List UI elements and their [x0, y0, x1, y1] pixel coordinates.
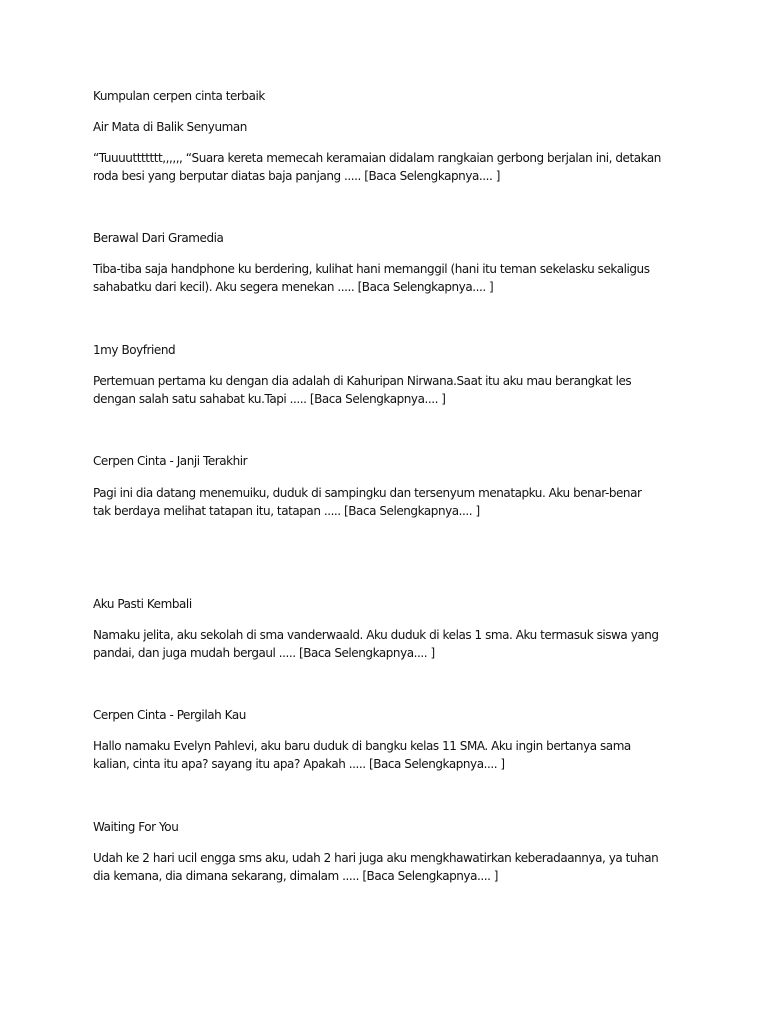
story-excerpt-6-line-1: Hallo namaku Evelyn Pahlevi, aku baru duduk di bangku kelas 11 SMA. Aku ingin bertanya sama [93, 739, 631, 753]
story-excerpt-7-line-1: Udah ke 2 hari ucil engga sms aku, udah 2 hari juga aku mengkhawatirkan keberadaannya, ya tuhan [93, 851, 659, 865]
story-heading-6: Cerpen Cinta - Pergilah Kau [93, 708, 246, 722]
story-excerpt-4-line-2: tak berdaya melihat tatapan itu, tatapan ..... [Baca Selengkapnya.... ] [93, 504, 480, 518]
story-heading-7: Waiting For You [93, 820, 179, 834]
story-excerpt-5-line-1: Namaku jelita, aku sekolah di sma vanderwaald. Aku duduk di kelas 1 sma. Aku termasuk siswa yang [93, 628, 659, 642]
story-heading-4: Cerpen Cinta - Janji Terakhir [93, 454, 248, 468]
story-heading-1: Air Mata di Balik Senyuman [93, 120, 247, 134]
story-heading-3: 1my Boyfriend [93, 343, 176, 357]
story-excerpt-1-line-1: “Tuuuuttttttt,,,,,, “Suara kereta memecah keramaian didalam rangkaian gerbong berjalan ini, detakan [93, 151, 661, 165]
story-excerpt-4-line-1: Pagi ini dia datang menemuiku, duduk di sampingku dan tersenyum menatapku. Aku benar-benar [93, 486, 642, 500]
story-excerpt-3-line-2: dengan salah satu sahabat ku.Tapi ..... [Baca Selengkapnya.... ] [93, 392, 446, 406]
story-excerpt-3-line-1: Pertemuan pertama ku dengan dia adalah di Kahuripan Nirwana.Saat itu aku mau berangkat les [93, 374, 632, 388]
story-excerpt-7-line-2: dia kemana, dia dimana sekarang, dimalam ..... [Baca Selengkapnya.... ] [93, 869, 499, 883]
story-heading-5: Aku Pasti Kembali [93, 597, 192, 611]
story-heading-2: Berawal Dari Gramedia [93, 231, 224, 245]
story-excerpt-5-line-2: pandai, dan juga mudah bergaul ..... [Baca Selengkapnya.... ] [93, 646, 435, 660]
document-title: Kumpulan cerpen cinta terbaik [93, 89, 265, 103]
story-excerpt-1-line-2: roda besi yang berputar diatas baja panjang ..... [Baca Selengkapnya.... ] [93, 169, 500, 183]
story-excerpt-2-line-1: Tiba-tiba saja handphone ku berdering, kulihat hani memanggil (hani itu teman sekelasku sekaligus [93, 262, 650, 276]
story-excerpt-6-line-2: kalian, cinta itu apa? sayang itu apa? Apakah ..... [Baca Selengkapnya.... ] [93, 757, 505, 771]
story-excerpt-2-line-2: sahabatku dari kecil). Aku segera menekan ..... [Baca Selengkapnya.... ] [93, 280, 494, 294]
